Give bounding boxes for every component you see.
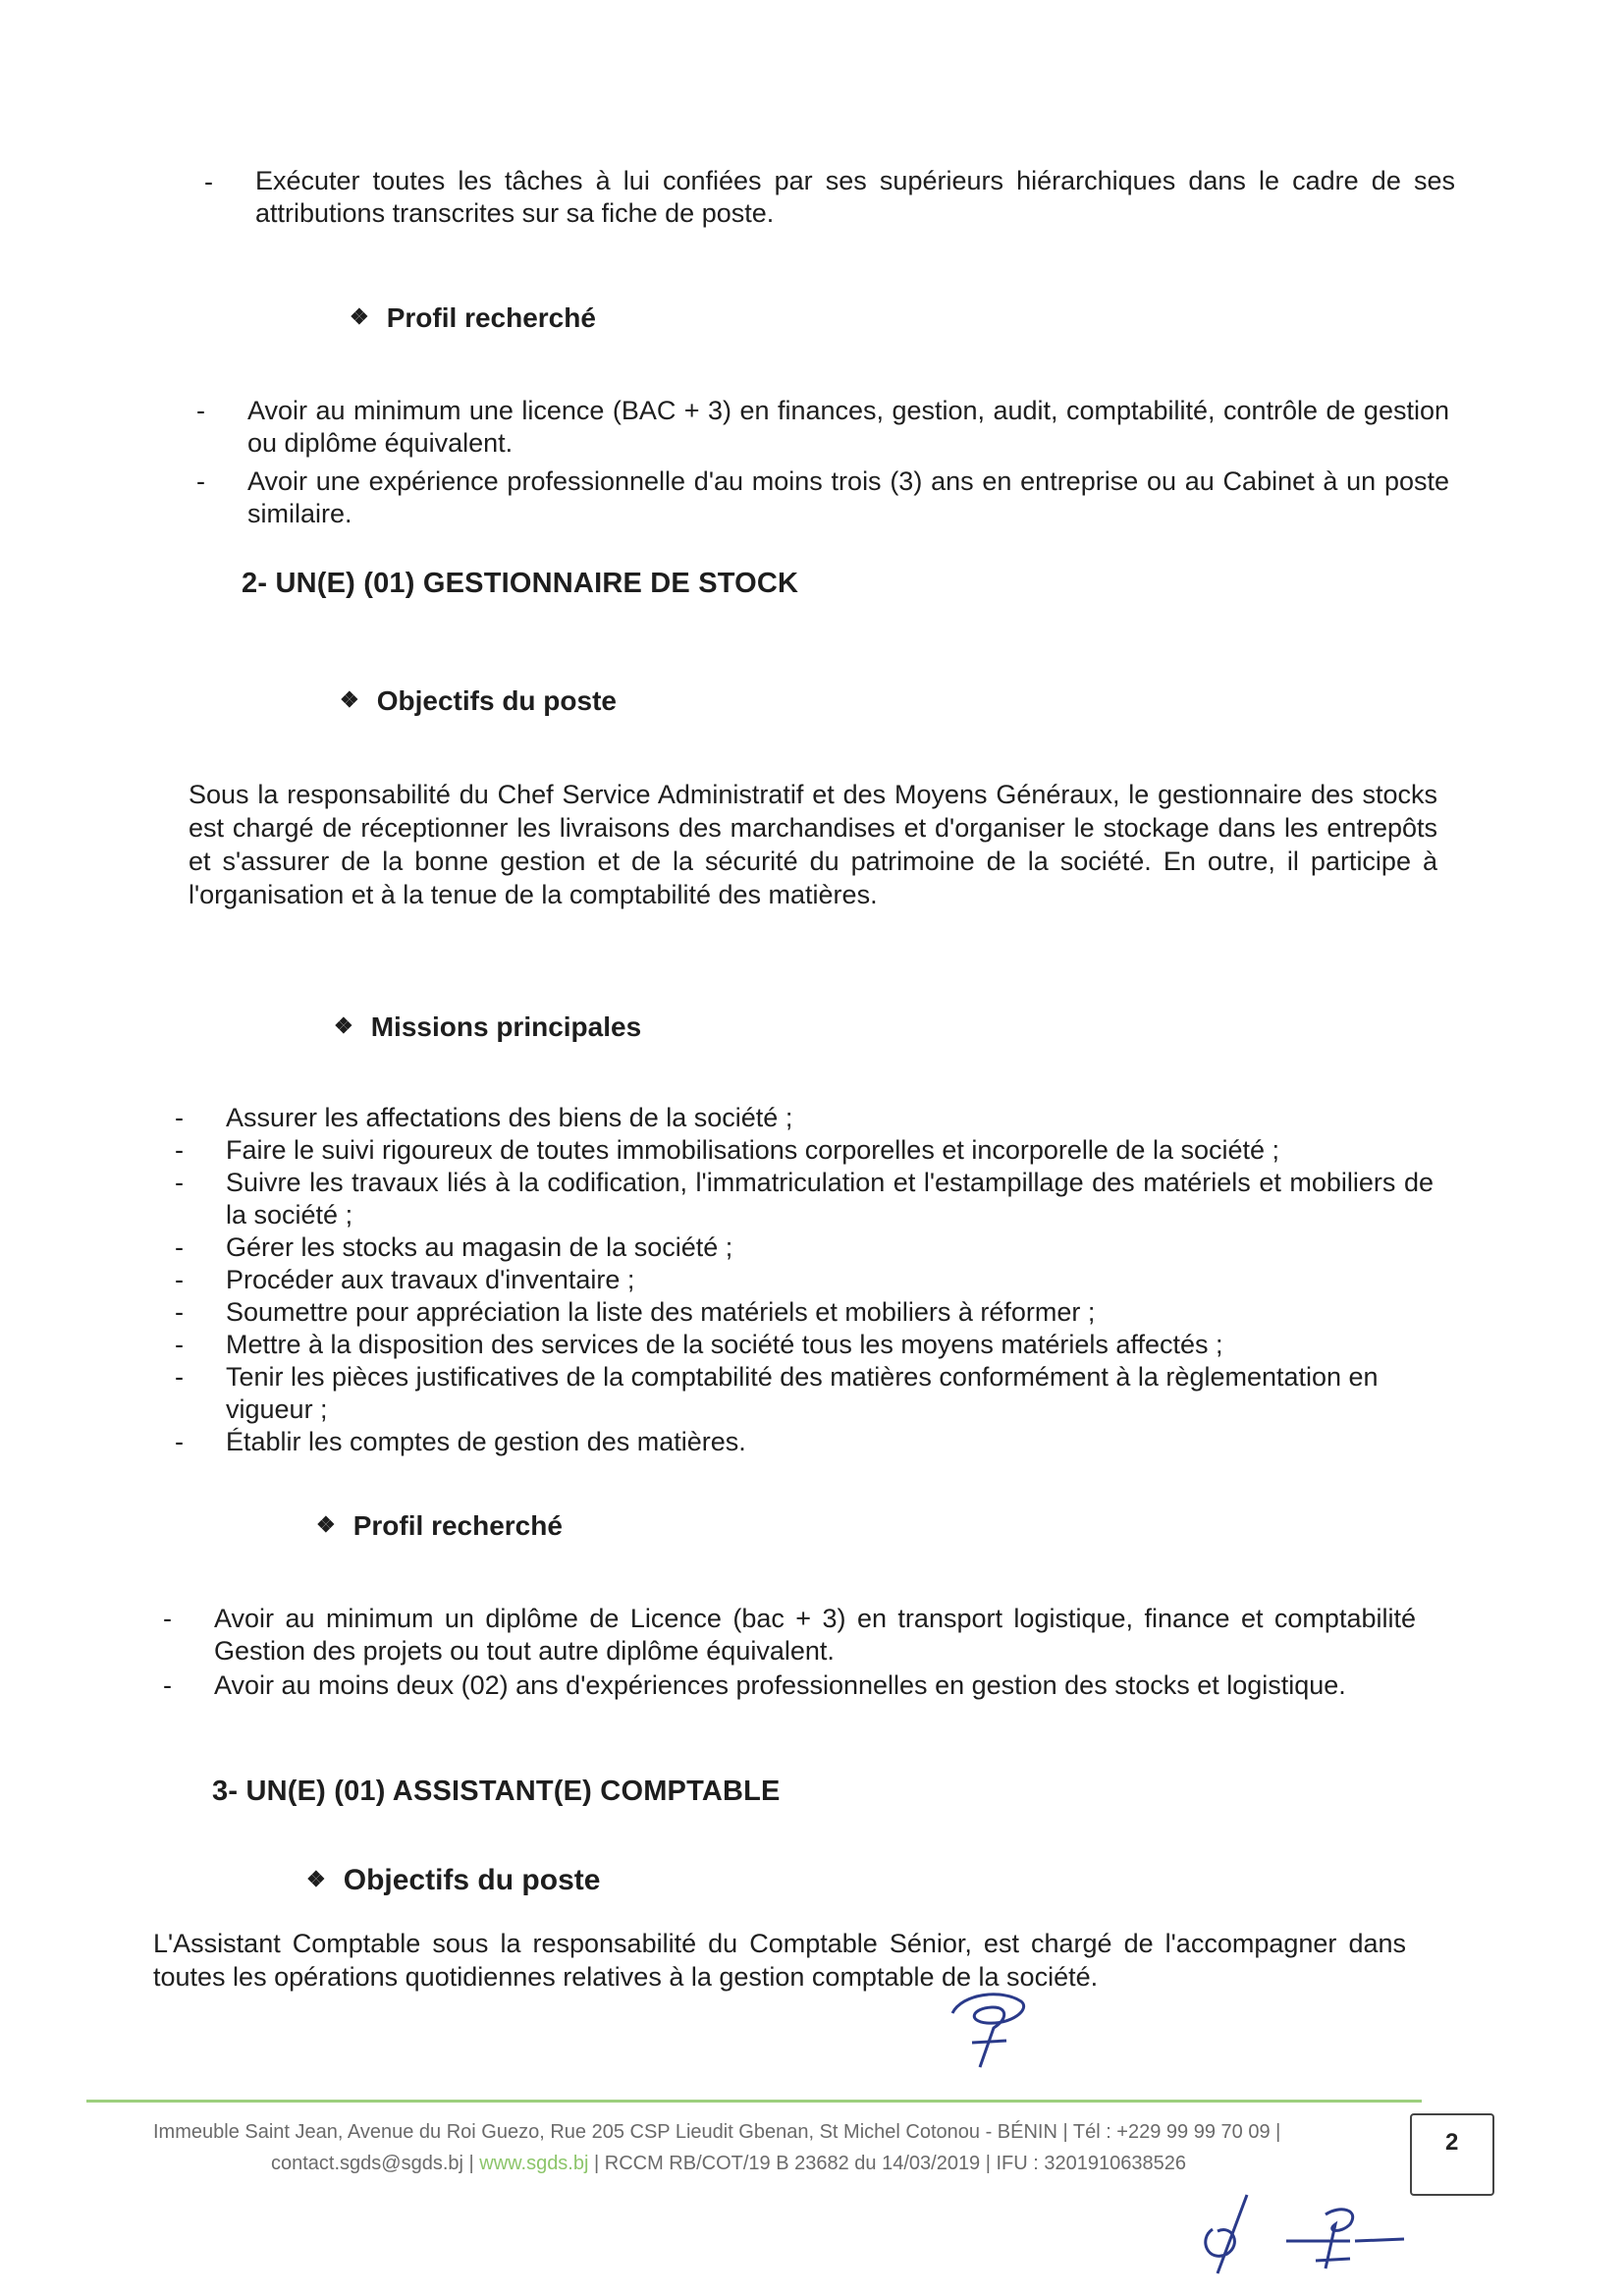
bottom-signature-icon bbox=[1178, 2170, 1434, 2288]
section-title-2: 2- UN(E) (01) GESTIONNAIRE DE STOCK bbox=[242, 568, 799, 599]
objectifs-text-3: L'Assistant Comptable sous la responsabilité du Comptable Sénior, est chargé de l'accompagner dans toutes les opérations quotidiennes relatives à la gestion comptable de la société. bbox=[153, 1929, 1406, 1992]
bullet-dash: - bbox=[204, 167, 213, 196]
profil-list-1 bbox=[196, 395, 1449, 530]
footer-contact: contact.sgds@sgds.bj | www.sgds.bj | RCCM RB/COT/19 B 23682 du 14/03/2019 | IFU : 3201910638526 bbox=[271, 2153, 1186, 2174]
objectifs-heading-3: ❖ Objectifs du poste bbox=[306, 1864, 601, 1896]
diamond-bullet-icon: ❖ bbox=[306, 1867, 326, 1891]
list-item: - Avoir au moins deux (02) ans d'expériences professionnelles en gestion des stocks et logistique. bbox=[163, 1670, 1346, 1700]
footer-divider bbox=[86, 2100, 1422, 2103]
missions-list bbox=[175, 1102, 1434, 1458]
diamond-bullet-icon: ❖ bbox=[316, 1512, 336, 1537]
profil-heading-1: ❖ Profil recherché bbox=[350, 302, 596, 333]
list-item: - Établir les comptes de gestion des matières. bbox=[175, 1427, 746, 1456]
section-title-3: 3- UN(E) (01) ASSISTANT(E) COMPTABLE bbox=[212, 1776, 781, 1807]
diamond-bullet-icon: ❖ bbox=[350, 304, 369, 329]
footer-email: contact.sgds@sgds.bj bbox=[271, 2153, 463, 2174]
list-item: - Avoir au minimum un diplôme de Licence (bac + 3) en transport logistique, finance et comptabilité Gestion des projets ou tout autre diplôme équivalent. bbox=[163, 1604, 1416, 1666]
diamond-bullet-icon: ❖ bbox=[334, 1013, 353, 1038]
objectifs-heading-2: ❖ Objectifs du poste bbox=[340, 685, 617, 716]
list-item: - Mettre à la disposition des services de la société tous les moyens matériels affectés ; bbox=[175, 1330, 1223, 1359]
list-item: - Assurer les affectations des biens de la société ; bbox=[175, 1103, 793, 1132]
objectifs-text-2: Sous la responsabilité du Chef Service Administratif et des Moyens Généraux, le gestionnaire des stocks est chargé de réceptionner les livraisons des marchandises et d'organiser le stockage dans les entrepôts et s'assurer de la bonne gestion et de la sécurité du patrimoine de la société. En outre, il participe à l'organisation et à la tenue de la comptabilité des matières. bbox=[189, 780, 1437, 909]
missions-heading: ❖ Missions principales bbox=[334, 1011, 642, 1042]
list-item: - Avoir au minimum une licence (BAC + 3) en finances, gestion, audit, comptabilité, contrôle de gestion ou diplôme équivalent. bbox=[196, 396, 1449, 458]
list-item: - Avoir une expérience professionnelle d'au moins trois (3) ans en entreprise ou au Cabinet à un poste similaire. bbox=[196, 466, 1449, 528]
footer-rccm: | RCCM RB/COT/19 B 23682 du 14/03/2019 | IFU : 3201910638526 bbox=[594, 2153, 1186, 2174]
list-item: - Tenir les pièces justificatives de la comptabilité des matières conformément à la règlementation en vigueur ; bbox=[175, 1362, 1379, 1424]
list-item: - Procéder aux travaux d'inventaire ; bbox=[175, 1265, 635, 1294]
footer-address: Immeuble Saint Jean, Avenue du Roi Guezo, Rue 205 CSP Lieudit Gbenan, St Michel Cotonou - BÉNIN | Tél : +229 99 99 70 09 | bbox=[153, 2121, 1281, 2143]
footer-website: www.sgds.bj bbox=[479, 2153, 589, 2174]
list-item: - Gérer les stocks au magasin de la société ; bbox=[175, 1232, 733, 1262]
list-item: - Suivre les travaux liés à la codification, l'immatriculation et l'estampillage des matériels et mobiliers de la société ; bbox=[175, 1168, 1434, 1230]
page-number: 2 bbox=[1445, 2129, 1459, 2156]
diamond-bullet-icon: ❖ bbox=[340, 687, 359, 712]
profil-list-2 bbox=[163, 1603, 1416, 1702]
list-item: - Soumettre pour appréciation la liste des matériels et mobiliers à réformer ; bbox=[175, 1297, 1096, 1327]
list-item: - Faire le suivi rigoureux de toutes immobilisations corporelles et incorporelle de la société ; bbox=[175, 1135, 1280, 1165]
intro-bullet-text: Exécuter toutes les tâches à lui confiées par ses supérieurs hiérarchiques dans le cadre de ses attributions transcrites sur sa fiche de poste. bbox=[255, 166, 1455, 228]
profil-heading-2: ❖ Profil recherché bbox=[316, 1510, 563, 1541]
initials-signature-icon bbox=[933, 1974, 1041, 2072]
